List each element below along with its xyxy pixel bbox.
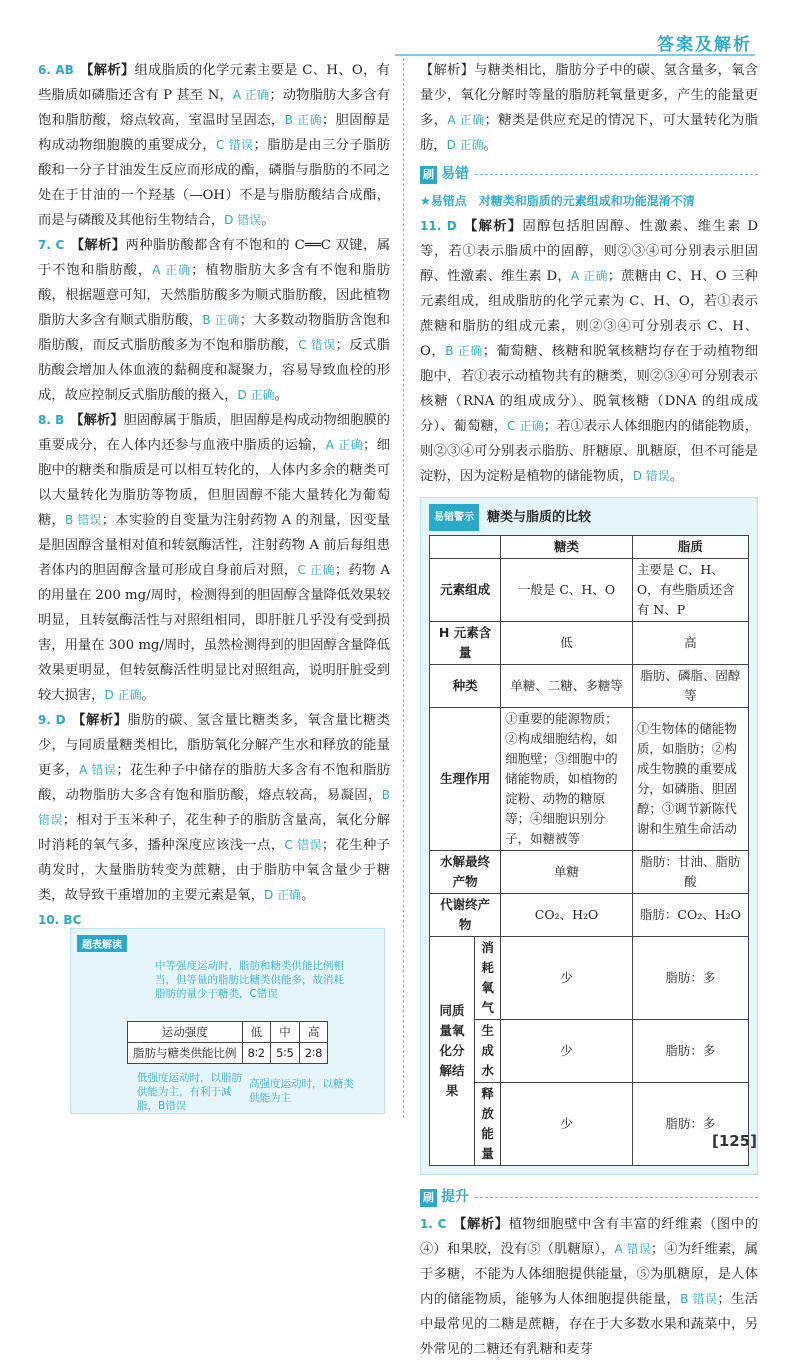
- table-cell: 2∶8: [299, 1043, 328, 1064]
- table-cell: 低: [242, 1022, 271, 1043]
- text: 植物细胞壁中含有丰富的纤维素（图中的④）和果胶，没有⑤（肌糖原），: [420, 1217, 758, 1257]
- text: ；脂肪是由三分子脂肪酸和一分子甘油发生反应而形成的酯，磷脂与脂肪的不同之处在于甘油的一个羟基（—OH）不是与脂肪酸结合成酯，而是与磷酸及其他衍生物结合，: [38, 138, 390, 228]
- answer-11: [420, 214, 758, 489]
- note-medium-intensity: 中等强度运动时，脂肪和糖类供能比例相当，但等量的脂肪比糖类供能多，故消耗脂肪的量少于糖类，C错误: [155, 960, 344, 1000]
- table-cell: 高: [632, 622, 748, 665]
- text: 胆固醇属于脂质，胆固醇是构成动物细胞膜的重要成分，在人体内还参与血液中脂质的运输，: [38, 413, 391, 453]
- answer-number: 1. C: [420, 1217, 447, 1231]
- text: ；相对于玉米种子，花生种子的脂肪含量高，氧化分解时消耗的氧气多，播种深度应该浅一点，: [38, 813, 390, 853]
- table-row: [430, 1083, 749, 1166]
- text: 。: [141, 688, 155, 703]
- row-header: 种类: [430, 665, 501, 708]
- table-row: [430, 1020, 749, 1083]
- table-cell: 脂肪：多: [632, 937, 748, 1020]
- answer-number: 9. D: [38, 713, 66, 727]
- text: 两种脂肪酸都含有不饱和的 C══C 双键，属于不饱和脂肪酸，: [38, 238, 390, 278]
- text: ；葡萄糖、核糖和脱氧核糖均存在于动植物细胞中，若①表示动植物共有的糖类，则②③④可分别表示核糖（RNA 的组成成分）、脱氧核糖（DNA 的组成成分）、葡萄糖，: [420, 344, 758, 434]
- table-cell: 低: [501, 622, 633, 665]
- table-header: 糖类: [501, 536, 633, 559]
- table-cell: 主要是 C、H、O，有些脂质还含有 N、P: [632, 559, 748, 622]
- table-cell: ①生物体的储能物质，如脂肪；②构成生物膜的重要成分，如磷脂、胆固醇；③调节新陈代谢和生殖生命活动: [632, 708, 748, 851]
- row-header: 生成水: [475, 1020, 501, 1083]
- table-cell: 脂肪、磷脂、固醇等: [632, 665, 748, 708]
- table-cell: ①重要的能源物质；②构成细胞结构，如细胞壁；③细胞中的储能物质，如植物的淀粉、动物的糖原等；④细胞识别分子，如糖被等: [501, 708, 633, 851]
- row-header: H 元素含量: [430, 622, 501, 665]
- mark: A 错误: [79, 763, 117, 777]
- text: ；花生种子萌发时，大量脂肪转变为蔗糖，由于脂肪中氧含量少于糖类，故导致干重增加的主要元素是氧，: [38, 838, 391, 903]
- section-title: 易错: [441, 166, 469, 182]
- text: ；生活中最常见的二糖是蔗糖，存在于大多数水果和蔬菜中，另外常见的二糖还有乳糖和麦芽: [420, 1292, 759, 1357]
- table-row: [128, 1043, 328, 1064]
- text: ；反式脂肪酸会增加人体血液的黏稠度和凝聚力，容易导致血栓的形成，故应控制反式脂肪酸的摄入，: [38, 338, 390, 403]
- row-header: 消耗氧气: [475, 937, 501, 1020]
- row-header: 水解最终产物: [430, 851, 501, 894]
- exercise-table: [127, 1021, 328, 1064]
- answer-1: [420, 1212, 758, 1362]
- text: ；植物脂肪大多含有不饱和脂肪酸，根据题意可知，天然脂肪酸多为顺式脂肪酸，因此植物脂肪大多含有顺式脂肪酸，: [38, 263, 391, 328]
- answer-9: [38, 708, 390, 908]
- answer-number: 11. D: [420, 219, 457, 233]
- note-high-intensity: 高强度运动时，以糖类供能为主: [249, 1078, 354, 1104]
- analysis-tag: 【解析】: [71, 713, 128, 728]
- answer-number: 6. AB: [38, 63, 74, 77]
- row-header: 释放能量: [475, 1083, 501, 1166]
- table-row: [430, 665, 749, 708]
- page-header-title: 答案及解析: [657, 35, 752, 55]
- comparison-header: [429, 504, 749, 531]
- table-header-row: [430, 536, 749, 559]
- text: ；若①表示人体细胞内的储能物质，则②③④可分别表示脂肪、肝糖原、肌糖原，但不可能是淀粉，因为淀粉是植物的储能物质，: [420, 419, 759, 484]
- answer-number: 7. C: [38, 238, 65, 252]
- mark: A 正确: [232, 88, 270, 102]
- section-badge: 刷: [420, 1189, 437, 1207]
- text: 【解析】与糖类相比，脂肪分子中的碳、氢含量多，氧含量少，氧化分解时等量的脂肪耗氧量更多，产生的能量更多，: [420, 63, 758, 128]
- table-cell: 脂肪与糖类供能比例: [128, 1043, 243, 1064]
- table-cell: 少: [501, 1020, 633, 1083]
- section-badge: 刷: [420, 166, 437, 184]
- text: 。: [669, 469, 684, 484]
- table-cell: 8∶2: [242, 1043, 271, 1064]
- analysis-tag: 【解析】: [462, 219, 523, 234]
- text: ；细胞中的糖类和脂质是可以相互转化的，人体内多余的糖类可以大量转化为脂肪等物质，但胆固醇不能大量转化为葡萄糖，: [38, 438, 391, 528]
- row-header: 生理作用: [430, 708, 501, 851]
- mark: A 正确: [570, 269, 608, 283]
- answer-10-analysis: [420, 58, 758, 158]
- text: ；花生种子中储存的脂肪大多含有不饱和脂肪酸，动物脂肪大多含有饱和脂肪酸，熔点较高，易凝固，: [38, 763, 391, 803]
- header-rule: [395, 54, 755, 56]
- text: ；本实验的自变量为注射药物 A 的剂量，因变量是胆固醇含量相对值和转氨酶活性，注射药物 A 前后每组患者体内的胆固醇含量可形成自身前后对照，: [38, 513, 390, 578]
- mark: D 正确: [446, 138, 484, 152]
- text: ；动物脂肪大多含有饱和脂肪酸，熔点较高，室温时呈固态，: [38, 88, 391, 128]
- page-number-value: 125: [718, 1132, 751, 1150]
- analysis-tag: 【解析】: [79, 63, 135, 78]
- table-cell: 单糖: [501, 851, 633, 894]
- mark: D 正确: [237, 388, 275, 402]
- table-cell: 脂肪：CO₂、H₂O: [632, 894, 748, 937]
- table-cell: 一般是 C、H、O: [501, 559, 633, 622]
- mark: C 正确: [507, 419, 544, 433]
- analysis-tag: 【解析】: [70, 238, 126, 253]
- table-row: [128, 1022, 328, 1043]
- mark: B 错误: [65, 513, 102, 527]
- text: 脂肪的碳、氢含量比糖类多，氧含量比糖类少，与同质量糖类相比，脂肪氧化分解产生水和释放的能量更多，: [38, 713, 390, 778]
- divider: [475, 174, 758, 175]
- comparison-title: 糖类与脂质的比较: [487, 510, 592, 525]
- table-row: [430, 622, 749, 665]
- text: 。: [274, 388, 288, 403]
- text: ；胆固醇是构成动物细胞膜的重要成分，: [38, 113, 390, 153]
- text: ；大多数动物脂肪含饱和脂肪酸，而反式脂肪酸多为不饱和脂肪酸，: [38, 313, 390, 353]
- section-title: 提升: [441, 1189, 469, 1205]
- comparison-box: [420, 497, 758, 1175]
- analysis-label: 题表解读: [77, 935, 127, 952]
- mark: B 错误: [680, 1292, 718, 1306]
- text: 组成脂质的化学元素主要是 C、H、O，有些脂质如磷脂还含有 P 甚至 N，: [38, 63, 390, 103]
- table-header: [430, 536, 501, 559]
- table-cell: 5∶5: [271, 1043, 300, 1064]
- row-header: 代谢终产物: [430, 894, 501, 937]
- mark: C 错误: [216, 138, 254, 152]
- mark: C 错误: [284, 838, 322, 852]
- mark: A 正确: [447, 113, 485, 127]
- mark: C 错误: [298, 338, 336, 352]
- mark: D 错误: [224, 213, 262, 227]
- group-header: 同质量氧化分解结果: [430, 937, 475, 1166]
- left-column: [38, 58, 390, 933]
- table-cell: CO₂、H₂O: [501, 894, 633, 937]
- divider: [475, 1197, 758, 1198]
- mark: D 错误: [632, 469, 670, 483]
- mark: A 正确: [152, 263, 192, 277]
- mark: C 正确: [297, 563, 335, 577]
- analysis-tag: 【解析】: [70, 413, 124, 428]
- mark: A 正确: [325, 438, 364, 452]
- table-cell: 运动强度: [128, 1022, 243, 1043]
- text: ；④为纤维素，属于多糖，不能为人体细胞提供能量，⑤为肌糖原，是人体内的储能物质，能够为人体细胞提供能量，: [420, 1242, 758, 1307]
- table-row: [430, 851, 749, 894]
- error-point: ★易错点 对糖类和脂质的元素组成和功能混淆不清: [420, 194, 695, 208]
- column-divider: [403, 58, 404, 1118]
- mark: B 正确: [445, 344, 483, 358]
- answer-6: [38, 58, 390, 233]
- note-low-intensity: 低强度运动时，以脂肪供能为主，有利于减脂，B错误: [137, 1072, 242, 1112]
- table-cell: 单糖、二糖、多糖等: [501, 665, 633, 708]
- text: ；蔗糖由 C、H、O 三种元素组成，组成脂肪的化学元素为 C、H、O，若①表示蔗糖和脂肪的组成元素，则②③④可分别表示 C、H、O，: [420, 269, 759, 359]
- page-number: [125]: [712, 1132, 758, 1150]
- section-heading-improve: [420, 1185, 758, 1210]
- table-analysis-box: [70, 928, 385, 1114]
- text: 。: [261, 213, 275, 228]
- table-row: [430, 708, 749, 851]
- table-cell: 少: [501, 937, 633, 1020]
- answer-7: [38, 233, 390, 408]
- table-row: [430, 894, 749, 937]
- table-cell: 中: [271, 1022, 300, 1043]
- row-header: 元素组成: [430, 559, 501, 622]
- text: ；糖类是供应充足的情况下，可大量转化为脂肪，: [420, 113, 759, 153]
- text: 。: [301, 888, 315, 903]
- mark: B 正确: [202, 313, 240, 327]
- table-row: [430, 559, 749, 622]
- mark: B 错误: [38, 788, 390, 827]
- right-column: [420, 58, 758, 1362]
- mark: D 正确: [104, 688, 142, 702]
- answer-8: [38, 408, 390, 708]
- table-cell: 脂肪：多: [632, 1020, 748, 1083]
- table-cell: 少: [501, 1083, 633, 1166]
- table-header: 脂质: [632, 536, 748, 559]
- table-cell: 高: [299, 1022, 328, 1043]
- answer-number: 10. BC: [38, 913, 82, 927]
- section-heading-errors: [420, 162, 758, 187]
- text: 。: [483, 138, 497, 153]
- table-cell: 脂肪：甘油、脂肪酸: [632, 851, 748, 894]
- comparison-table: [429, 535, 749, 1166]
- table-row: [430, 937, 749, 1020]
- analysis-tag: 【解析】: [452, 1217, 509, 1232]
- mark: B 正确: [284, 113, 322, 127]
- mark: A 错误: [614, 1242, 651, 1256]
- answer-number: 8. B: [38, 413, 65, 427]
- warning-label: 易错警示: [429, 504, 479, 531]
- table-cell: 脂肪：多: [632, 1083, 748, 1166]
- text: ；药物 A 的用量在 200 mg/周时，检测得到的胆固醇含量降低效果较明显，且转氨酶活性与对照组相同，即肝脏几乎没有受到损害，用量在 300 mg/周时，虽然检测得到的胆固醇含量降低效果更明显，但转氨酶活性明显比对照组高，说明肝脏受到较大损害，: [38, 563, 390, 703]
- text: 固醇包括胆固醇、性激素、维生素 D 等，若①表示脂质中的固醇，则②③④可分别表示胆固醇、性激素、维生素 D，: [420, 219, 758, 284]
- mark: D 正确: [264, 888, 302, 902]
